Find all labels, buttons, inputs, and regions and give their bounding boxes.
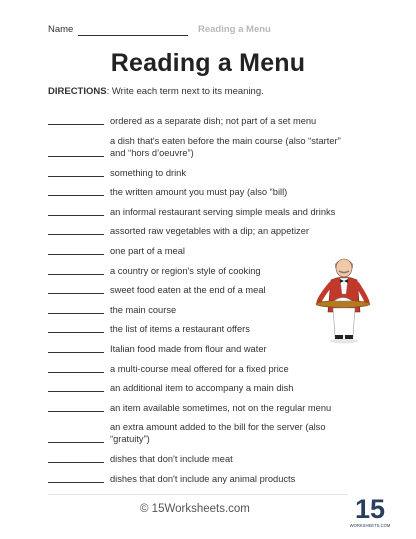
answer-blank (48, 411, 104, 412)
serving-tray (316, 301, 370, 308)
definition-item (48, 242, 348, 262)
logo-number: 15 (354, 494, 386, 524)
answer-blank (48, 313, 104, 314)
waiter-apron (333, 308, 355, 336)
definition-text: dishes that don't include any animal products (110, 473, 296, 484)
definition-text: sweet food eaten at the end of a meal (110, 285, 266, 296)
worksheets-logo (350, 490, 390, 530)
answer-blank (48, 254, 104, 255)
definition-text: a multi-course meal offered for a fixed price (110, 363, 289, 374)
definition-text: a dish that's eaten before the main course (also “starter” and “hors d’oeuvre”) (110, 135, 341, 158)
waiter-head (336, 259, 352, 277)
definition-item (48, 164, 348, 184)
definition-text: assorted raw vegetables with a dip; an appetizer (110, 226, 309, 237)
definition-text: dishes that don't include meat (110, 454, 233, 465)
answer-blank (48, 391, 104, 392)
definition-text: one part of a meal (110, 245, 185, 256)
answer-blank (48, 462, 104, 463)
definition-item (48, 222, 348, 242)
definition-text: Italian food made from flour and water (110, 343, 267, 354)
answer-blank (48, 156, 104, 157)
definition-item (48, 340, 348, 360)
waiter-left-shoe (335, 335, 343, 339)
definition-text: an additional item to accompany a main dish (110, 383, 294, 394)
definition-item (48, 379, 348, 399)
definition-item (48, 281, 348, 301)
answer-blank (48, 274, 104, 275)
definition-item (48, 418, 348, 450)
definition-item (48, 112, 348, 132)
definition-item (48, 399, 348, 419)
answer-blank (48, 215, 104, 216)
definition-item (48, 301, 348, 321)
answer-blank (48, 234, 104, 235)
definition-item (48, 470, 348, 490)
definition-text: a country or region's style of cooking (110, 265, 261, 276)
answer-blank (48, 124, 104, 125)
definition-item (48, 203, 348, 223)
answer-blank (48, 352, 104, 353)
answer-blank (48, 442, 104, 443)
definition-text: an item available sometimes, not on the regular menu (110, 402, 332, 413)
footer-divider (48, 494, 348, 495)
definition-item (48, 132, 348, 164)
answer-blank (48, 195, 104, 196)
waiter-shadow (330, 339, 358, 344)
definition-item (48, 183, 348, 203)
directions-label: DIRECTIONS (48, 86, 107, 97)
definition-item (48, 450, 348, 470)
definition-text: an extra amount added to the bill for the server (also “gratuity”) (110, 422, 326, 445)
definition-text: something to drink (110, 167, 186, 178)
definition-text: an informal restaurant serving simple meals and drinks (110, 206, 336, 217)
answer-blank (48, 482, 104, 483)
definition-item (48, 360, 348, 380)
definition-text: ordered as a separate dish; not part of a set menu (110, 116, 317, 126)
definition-item (48, 262, 348, 282)
answer-blank (48, 293, 104, 294)
name-blank-line (78, 35, 188, 36)
directions (48, 86, 264, 97)
answer-blank (48, 332, 104, 333)
waiter-illustration (313, 254, 373, 344)
answer-blank (48, 372, 104, 373)
worksheet-header (48, 24, 378, 38)
definition-text: the written amount you must pay (also “bill) (110, 187, 288, 198)
name-label: Name (48, 24, 74, 35)
definition-text: the list of items a restaurant offers (110, 324, 250, 335)
page-title: Reading a Menu (110, 49, 306, 77)
logo-caption: WORKSHEETS.COM (350, 523, 390, 528)
answer-blank (48, 176, 104, 177)
footer-credit: © 15Worksheets.com (140, 503, 250, 515)
header-sheet-title: Reading a Menu (198, 24, 271, 35)
definition-item (48, 320, 348, 340)
waiter-right-shoe (345, 335, 353, 339)
definition-list (48, 112, 348, 490)
definition-text: the main course (110, 304, 177, 315)
directions-text: : Write each term next to its meaning. (106, 86, 264, 97)
